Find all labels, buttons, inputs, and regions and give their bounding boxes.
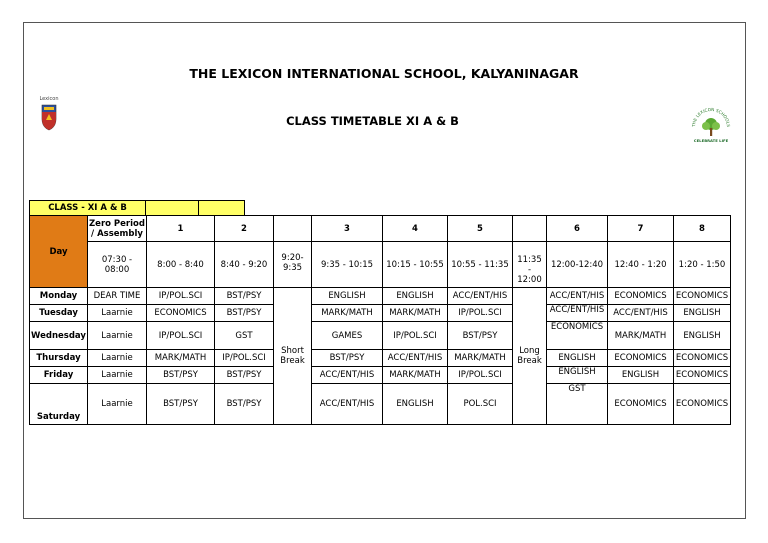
period-cell: ENGLISH [674, 305, 731, 322]
class-label: CLASS - XI A & B [29, 200, 146, 216]
period-cell: ENGLISH [383, 384, 448, 425]
period-3-time: 9:35 - 10:15 [312, 242, 383, 288]
period-cell: ENGLISH [547, 350, 608, 367]
long-break-header [513, 216, 547, 242]
zero-period-time [88, 242, 147, 288]
period-cell: BST/PSY [215, 305, 274, 322]
short-break-cell [274, 288, 312, 425]
period-cell: GAMES [312, 322, 383, 350]
period-cell: MARK/MATH [147, 350, 215, 367]
tree-icon [688, 106, 734, 148]
class-blank-cell [198, 200, 245, 216]
period-cell: BST/PSY [215, 288, 274, 305]
short-break-time-2: 9:35 [282, 263, 303, 273]
day-cell: Thursday [30, 350, 88, 367]
period-5-header: 5 [448, 216, 513, 242]
period-2-time: 8:40 - 9:20 [215, 242, 274, 288]
day-header: Day [30, 216, 88, 288]
period-cell: ENGLISH [383, 288, 448, 305]
period-cell: MARK/MATH [608, 322, 674, 350]
period-cell: ENGLISH [608, 367, 674, 384]
table-row [30, 367, 731, 384]
period-6-time: 12:00-12:40 [547, 242, 608, 288]
period-cell: ENGLISH [674, 322, 731, 350]
period-cell: ECONOMICS [608, 288, 674, 305]
period-cell: BST/PSY [147, 367, 215, 384]
period-cell: IP/POL.SCI [448, 305, 513, 322]
period-cell: BST/PSY [312, 350, 383, 367]
lexicon-schools-logo [688, 106, 734, 148]
period-cell: ACC/ENT/HIS [383, 350, 448, 367]
period-cell: BST/PSY [147, 384, 215, 425]
zero-time-2: 08:00 [104, 264, 130, 275]
period-7-header: 7 [608, 216, 674, 242]
period-cell: ENGLISH [547, 367, 608, 384]
period-cell: ECONOMICS [147, 305, 215, 322]
short-break-label-1: Short [281, 346, 304, 356]
period-cell: ACC/ENT/HIS [608, 305, 674, 322]
zero-period-cell: DEAR TIME [88, 288, 147, 305]
short-break-time-1: 9:20- [281, 253, 304, 263]
zero-period-label-2: / Assembly [91, 228, 143, 239]
zero-period-label-1: Zero Period [89, 218, 145, 229]
zero-time-1: 07:30 - [101, 254, 133, 265]
timetable [29, 215, 731, 425]
table-row [30, 350, 731, 367]
period-cell: IP/POL.SCI [147, 288, 215, 305]
period-cell: IP/POL.SCI [147, 322, 215, 350]
table-row [30, 305, 731, 322]
long-break-time-3: 12:00 [517, 275, 542, 285]
school-name: THE LEXICON INTERNATIONAL SCHOOL, KALYANINAGAR [189, 66, 579, 81]
table-row [30, 288, 731, 305]
period-2-header: 2 [215, 216, 274, 242]
long-break-cell [513, 288, 547, 425]
lexicon-logo-text: Lexicon [39, 96, 59, 102]
period-cell: ECONOMICS [608, 350, 674, 367]
day-cell: Friday [30, 367, 88, 384]
period-cell: IP/POL.SCI [448, 367, 513, 384]
period-cell: GST [215, 322, 274, 350]
period-cell: MARK/MATH [383, 305, 448, 322]
long-break-label-1: Long [519, 346, 540, 356]
day-cell: Saturday [30, 384, 88, 425]
table-row [30, 322, 731, 350]
period-3-header: 3 [312, 216, 383, 242]
period-cell: BST/PSY [215, 367, 274, 384]
period-cell: ECONOMICS [674, 384, 731, 425]
period-cell: GST [547, 384, 608, 425]
header-row [30, 216, 731, 242]
class-blank-cell [145, 200, 199, 216]
period-cell: ACC/ENT/HIS [312, 384, 383, 425]
day-cell: Wednesday [30, 322, 88, 350]
timetable-subtitle: CLASS TIMETABLE XI A & B [286, 114, 459, 128]
period-cell: IP/POL.SCI [383, 322, 448, 350]
period-cell: ECONOMICS [547, 322, 608, 350]
period-cell: ECONOMICS [608, 384, 674, 425]
short-break-label-2: Break [280, 356, 305, 366]
period-4-time: 10:15 - 10:55 [383, 242, 448, 288]
zero-period-cell: Laarnie [88, 367, 147, 384]
period-cell: ECONOMICS [674, 350, 731, 367]
day-cell: Monday [30, 288, 88, 305]
short-break-header [274, 216, 312, 242]
period-1-header: 1 [147, 216, 215, 242]
period-cell: ACC/ENT/HIS [312, 367, 383, 384]
period-cell: ECONOMICS [674, 288, 731, 305]
long-break-time [513, 242, 547, 288]
zero-period-cell: Laarnie [88, 322, 147, 350]
period-cell: ACC/ENT/HIS [547, 288, 608, 305]
period-cell: MARK/MATH [448, 350, 513, 367]
period-cell: BST/PSY [215, 384, 274, 425]
class-bar [29, 200, 245, 216]
zero-period-header [88, 216, 147, 242]
period-cell: ENGLISH [312, 288, 383, 305]
long-break-time-1: 11:35 [517, 255, 542, 265]
period-cell: ACC/ENT/HIS [448, 288, 513, 305]
period-cell: IP/POL.SCI [215, 350, 274, 367]
period-6-header: 6 [547, 216, 608, 242]
zero-period-cell: Laarnie [88, 350, 147, 367]
long-break-time-2: - [527, 265, 532, 275]
period-cell: MARK/MATH [312, 305, 383, 322]
short-break-time [274, 242, 312, 288]
period-8-time: 1:20 - 1:50 [674, 242, 731, 288]
period-4-header: 4 [383, 216, 448, 242]
zero-period-cell: Laarnie [88, 305, 147, 322]
period-cell: POL.SCI [448, 384, 513, 425]
time-row [30, 242, 731, 288]
period-cell: BST/PSY [448, 322, 513, 350]
period-1-time: 8:00 - 8:40 [147, 242, 215, 288]
long-break-label-2: Break [517, 356, 542, 366]
table-row [30, 384, 731, 425]
right-logo-text: THE LEXICON SCHOOLS [690, 106, 732, 128]
zero-period-cell: Laarnie [88, 384, 147, 425]
period-cell: ECONOMICS [674, 367, 731, 384]
period-7-time: 12:40 - 1:20 [608, 242, 674, 288]
period-cell: MARK/MATH [383, 367, 448, 384]
period-5-time: 10:55 - 11:35 [448, 242, 513, 288]
period-8-header: 8 [674, 216, 731, 242]
period-cell: ACC/ENT/HIS [547, 305, 608, 322]
right-logo-tagline: CELEBRATE LIFE [693, 138, 729, 143]
day-cell: Tuesday [30, 305, 88, 322]
